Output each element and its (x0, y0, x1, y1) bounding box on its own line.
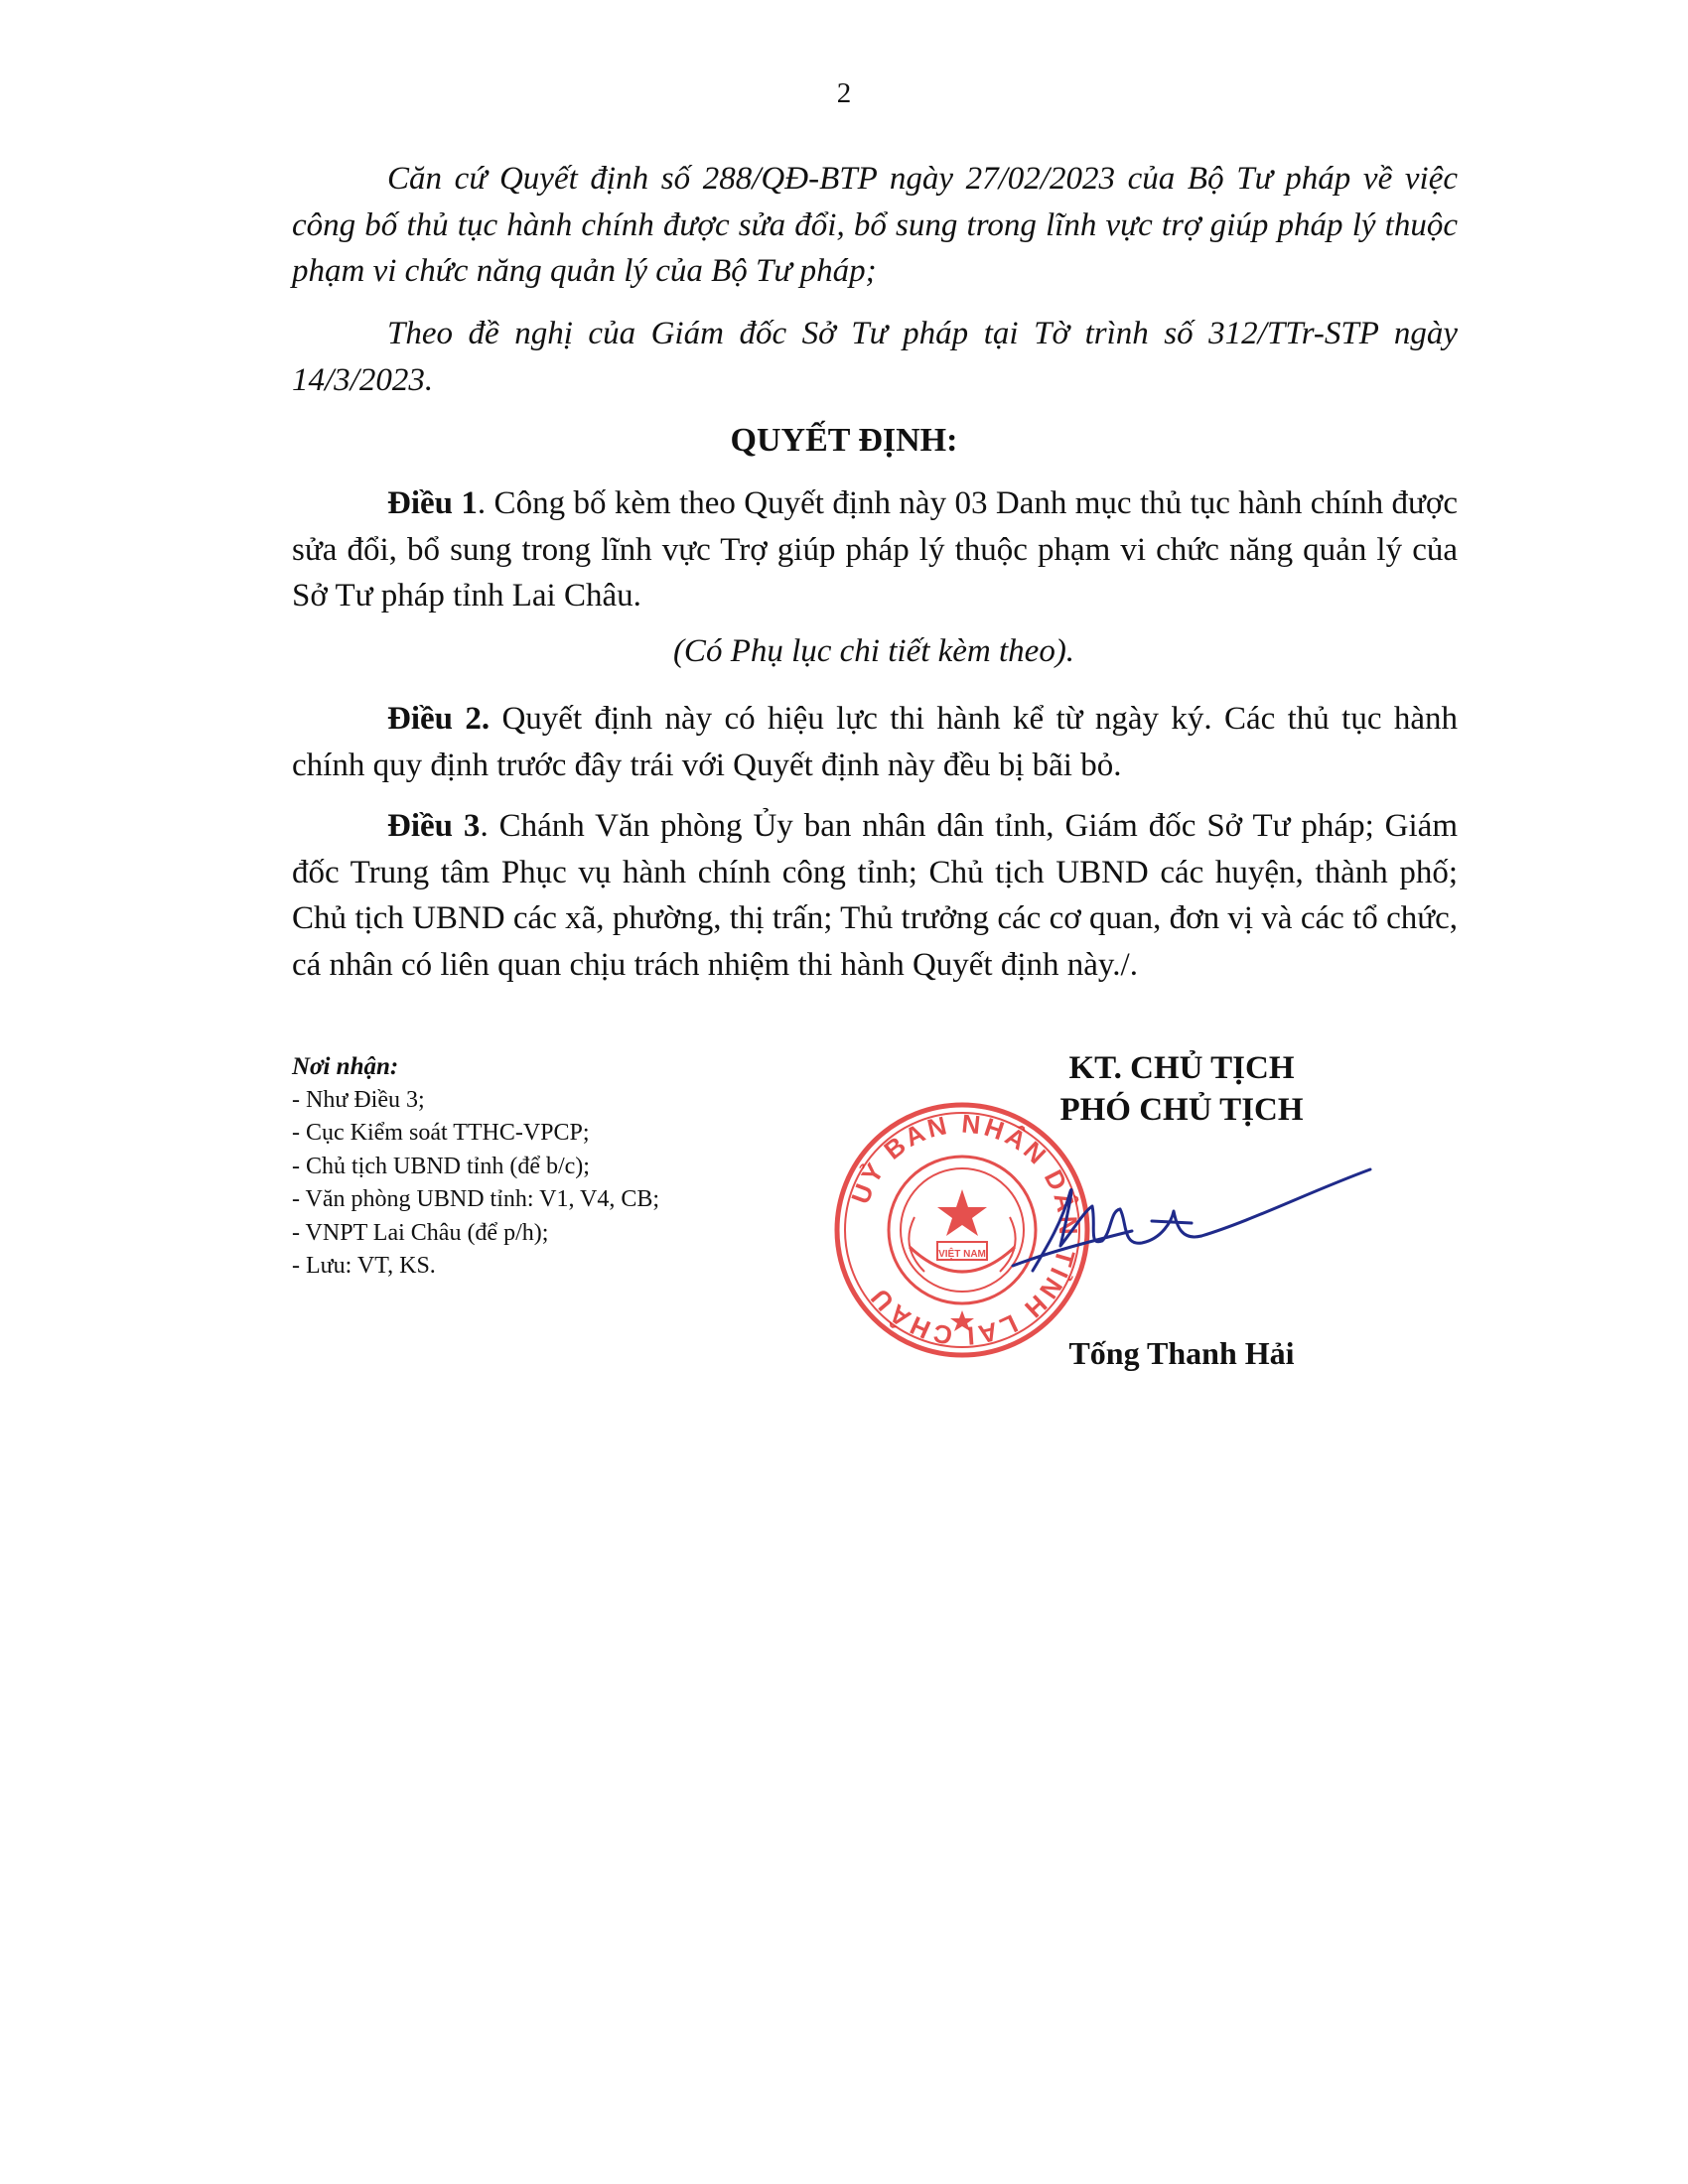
legal-basis-2-text: Theo đề nghị của Giám đốc Sở Tư pháp tại Tờ trình số 312/TTr-STP ngày 14/3/2023. (292, 316, 1458, 398)
recipient-item: - Lưu: VT, KS. (292, 1253, 436, 1279)
article-3-label: Điều 3 (387, 808, 481, 844)
legal-basis-2 (292, 311, 1458, 403)
recipients-title: Nơi nhận: (292, 1053, 399, 1080)
article-2-text: Quyết định này có hiệu lực thi hành kể từ ngày ký. Các thủ tục hành chính quy định trước đây trái với Quyết định này đều bị bãi bỏ. (292, 701, 1458, 783)
recipient-item: - VNPT Lai Châu (để p/h); (292, 1219, 549, 1246)
article-1-label: Điều 1 (387, 485, 478, 521)
recipients-block (292, 1050, 808, 1284)
article-1-text: . Công bố kèm theo Quyết định này 03 Danh mục thủ tục hành chính được sửa đổi, bổ sung trong lĩnh vực Trợ giúp pháp lý thuộc phạm vi chức năng quản lý của Sở Tư pháp tỉnh Lai Châu. (292, 485, 1459, 614)
signatory-title-1: KT. CHỦ TỊCH (1068, 1050, 1295, 1086)
handwritten-signature-icon (993, 1152, 1390, 1281)
article-3-text: . Chánh Văn phòng Ủy ban nhân dân tỉnh, Giám đốc Sở Tư pháp; Giám đốc Trung tâm Phục vụ hành chính công tỉnh; Chủ tịch UBND các huyện, thành phố; Chủ tịch UBND các xã, phường, thị trấn; Thủ trưởng các cơ quan, đơn vị và các tổ chức, cá nhân có liên quan chịu trách nhiệm thi hành Quyết định này./. (292, 808, 1458, 983)
article-3 (292, 803, 1458, 988)
seal-ring-text: UỶ BAN NHÂN DÂN TỈNH LAI CHÂU (845, 1108, 1084, 1352)
recipient-item: - Như Điều 3; (292, 1086, 425, 1113)
recipient-item: - Chủ tịch UBND tỉnh (để b/c); (292, 1153, 590, 1179)
article-1-note: (Có Phụ lục chi tiết kèm theo). (672, 633, 1075, 669)
article-1 (292, 480, 1458, 619)
legal-basis-1 (292, 156, 1458, 295)
article-2 (292, 696, 1458, 788)
recipient-item: - Cục Kiểm soát TTHC-VPCP; (292, 1120, 590, 1146)
legal-basis-1-text: Căn cứ Quyết định số 288/QĐ-BTP ngày 27/02/2023 của Bộ Tư pháp về việc công bố thủ tục hành chính được sửa đổi, bổ sung trong lĩnh vực trợ giúp pháp lý thuộc phạm vi chức năng quản lý của Bộ Tư pháp; (292, 161, 1458, 289)
page-number: 2 (836, 77, 852, 109)
recipient-item: - Văn phòng UBND tỉnh: V1, V4, CB; (292, 1186, 660, 1212)
article-2-label: Điều 2. (387, 701, 491, 737)
decision-heading: QUYẾT ĐỊNH: (730, 422, 958, 459)
seal-emblem-text: VIỆT NAM (938, 1249, 986, 1260)
signatory-title-2: PHÓ CHỦ TỊCH (1059, 1092, 1304, 1128)
signer-name: Tống Thanh Hải (1068, 1335, 1295, 1371)
